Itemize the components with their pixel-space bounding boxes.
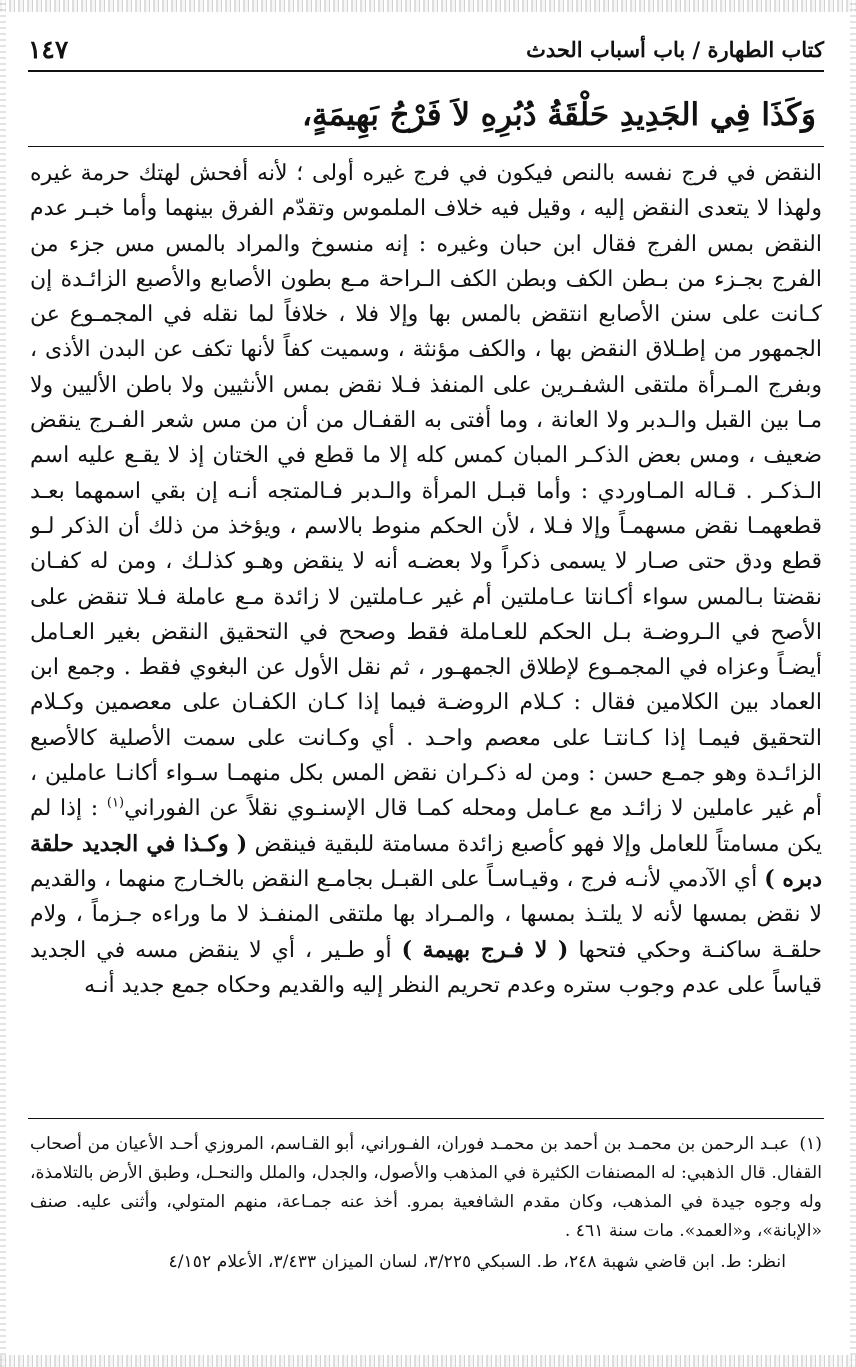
page-header	[28, 33, 824, 65]
running-title: كتاب الطهارة / باب أسباب الحدث	[526, 36, 824, 62]
matn-quote: ( لا فـرج بهيمة )	[401, 936, 569, 963]
matn-rule	[28, 146, 824, 147]
footnote-text: عبـد الرحمن بن محمـد بن أحمد بن محمـد فوران، الفـوراني، أبو القـاسم، المروزي أحـد الأعيان من أصحاب القفال. قال الذهبي: له المصنفات الكثيرة في المذهب والأصول، والجدل، والملل والنحـل، وطبق الأرض بالتلامذة، وله وجوه جيدة في المذهب، وكان مقدم الشافعية بمرو. أخذ عنه جمـاعة، منهم المتولي، وأثنى عليه. صنف «الإبانة»، و«العمد». مات سنة ٤٦١ .	[30, 1134, 822, 1241]
commentary-paragraph: أو طـير ، أي لا ينقض مسه في الجديد قياساً على عدم وجوب ستره وعدم تحريم النظر إليه والقديم وحكاه جمع جديد أنـه	[30, 937, 822, 998]
commentary-paragraph: النقض في فرج نفسه بالنص فيكون في فرج غيره أولى ؛ لأنه أفحش لهتك حرمة غيره ولهذا لا يتعدى النقض إليه ، وقيل فيه خلاف الملموس وتقدّم الفرق بينهما وأما خبـر عدم النقض بمس الفرج فقال ابن حبان وغيره : إنه منسوخ والمراد بالمس مس جزء من الفرج بجـزء من بـطن الكف وبطن الكف الـراحة مـع بطون الأصابع والأصبع الزائـدة إن كـانت على سنن الأصابع انتقض بالمس بها وإلا فلا ، خلافاً لما نقله في المجمـوع عن الجمهور من إطـلاق النقض بها ، والكف مؤنثة ، وسميت كفاً لأنها تكف عن البدن الأذى ، وبفرج المـرأة ملتقى الشفـرين على المنفذ فـلا نقض بمس الأنثيين ولا باطن الأليين ولا مـا بين القبل والـدبر ولا العانة ، وما أفتى به القفـال من أن من مس شعر الفـرج ينقض ضعيف ، ومس بعض الذكـر المبان كمس كله إلا ما قطع في الختان إذ لا يقـع عليه اسم الـذكـر . قـاله المـاوردي : وأما قبـل المرأة والـدبر فـالمتجه أنـه إن بقي اسمهما بعـد قطعهمـا نقض مسهمـاً وإلا فـلا ، لأن الحكم منوط بالاسم ، ويؤخذ من ذلك أن الذكر لـو قطع ودق حتى صـار لا يسمى ذكراً ولا بعضـه أنه لا ينقض وهـو كذلـك ، ومن له كفـان نقضتا بـالمس سواء أكـانتا عـاملتين أم غير عـاملتين لا زائدة مـع عاملة فـلا تنقض على الأصح في الـروضـة بـل الحكم للعـاملة فقط وصحح في التحقيق النقض بغير العـامل أيضـاً وعزاه في المجمـوع لإطلاق الجمهـور ، ثم نقل الأول عن البغوي فقط . وجمع ابن العماد بين الكلامين فقال : كـلام الروضـة فيما إذا كـان الكفـان على معصمين وكـلام التحقيق فيمـا إذا كـانتـا على معصم واحـد . أي وكـانت على سمت الأصلية كالأصبع الزائـدة وهو جمـع حسن : ومن له ذكـران نقض المس بكل منهمـا سـواء أكانـا عاملين ، أم غير عاملين لا زائـد مع عـامل ومحله كمـا قال الإسنـوي نقلاً عن الفوراني	[30, 161, 822, 822]
page-number: ١٤٧	[28, 34, 69, 64]
scan-edge-right	[850, 0, 856, 1367]
footnote-references: انظر: ط. ابن قاضي شهبة ٢٤٨، ط. السبكي ٣/٢٢٥، لسان الميزان ٣/٤٣٣، الأعلام ٤/١٥٢	[168, 1252, 786, 1272]
scan-edge-bottom	[0, 1355, 856, 1367]
footnote-reference: (١)	[106, 796, 125, 812]
scan-edge-top	[0, 0, 856, 12]
commentary-paragraph: أي الآدمي لأنـه فرج ، وقيـاسـاً على القبـل بجامـع النقض بالخـارج منهما ، والقديم لا نقض بمسها لأنه لا يلتـذ بمسها ، والمـراد بها ملتقى المنفـذ لا ما وراءه جـزماً ، ولام حلقـة ساكنـة وحكي فتحها	[30, 866, 822, 963]
commentary-paragraph: : إذا لم يكن مسامتاً للعامل وإلا فهو كأصبع زائدة مسامتة للبقية فينقض	[30, 796, 822, 857]
header-rule	[28, 70, 824, 72]
scan-edge-left	[0, 0, 6, 1367]
footnote	[30, 1130, 822, 1277]
footnote-rule	[28, 1118, 824, 1119]
commentary-text	[30, 156, 822, 1076]
footnote-marker: (١)	[799, 1134, 822, 1154]
matn-text: وَكَذَا فِي الجَدِيدِ حَلْقَةُ دُبُرِهِ لاَ فَرْجُ بَهِيمَةٍ،	[302, 97, 816, 133]
matn-quote: ( وكـذا في الجديد حلقة دبره )	[30, 830, 822, 892]
